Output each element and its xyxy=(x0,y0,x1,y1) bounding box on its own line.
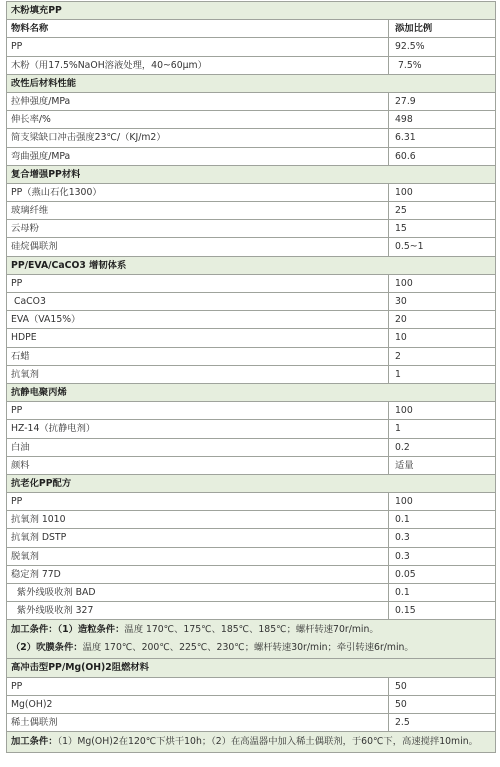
table-row xyxy=(7,311,495,329)
table-row xyxy=(7,566,495,584)
material-amount: 0.5~1 xyxy=(395,241,424,253)
material-name: 白油 xyxy=(7,439,389,456)
section-title: PP/EVA/CaCO3 增韧体系 xyxy=(11,259,127,271)
table-row xyxy=(7,57,495,75)
table-row xyxy=(7,129,495,147)
pelletizing-label: 加工条件：（1）造粒条件： xyxy=(11,624,125,636)
table-row xyxy=(7,38,495,56)
material-amount: 100 xyxy=(395,405,413,417)
table-row xyxy=(7,696,495,714)
table-row xyxy=(7,584,495,602)
material-amount: 100 xyxy=(395,186,413,198)
material-name: 拉伸强度/MPa xyxy=(7,93,389,110)
material-amount: 7.5% xyxy=(395,59,422,71)
column-header-row xyxy=(7,20,495,38)
formula-table xyxy=(6,1,496,753)
material-name: Mg(OH)2 xyxy=(7,696,389,713)
table-row xyxy=(7,148,495,166)
material-name: 紫外线吸收剂 327 xyxy=(7,602,389,619)
section-header-row xyxy=(7,659,495,677)
material-amount: 498 xyxy=(395,114,413,126)
material-name: 石蜡 xyxy=(7,348,389,365)
material-name: 玻璃纤维 xyxy=(7,202,389,219)
material-name: 稳定剂 77D xyxy=(7,566,389,583)
material-amount: 15 xyxy=(395,223,407,235)
table-row xyxy=(7,493,495,511)
process-conditions-note xyxy=(7,620,495,659)
section-title: 木粉填充PP xyxy=(11,5,62,16)
material-name: PP xyxy=(7,402,389,419)
table-row xyxy=(7,275,495,293)
material-name: 木粉（用17.5%NaOH溶液处理，40~60μm） xyxy=(7,57,389,74)
table-row xyxy=(7,238,495,256)
table-row xyxy=(7,420,495,438)
section-title: 改性后材料性能 xyxy=(11,77,77,89)
material-amount: 92.5% xyxy=(395,41,425,53)
material-amount: 100 xyxy=(395,277,413,289)
material-name: PP xyxy=(7,493,389,510)
pelletizing-text: 温度 170℃、175℃、185℃、185℃；螺杆转速70r/min。 xyxy=(124,624,379,636)
table-row xyxy=(7,329,495,347)
material-amount: 1 xyxy=(395,423,401,435)
table-row xyxy=(7,348,495,366)
material-amount: 20 xyxy=(395,314,407,326)
table-row xyxy=(7,457,495,475)
material-name: EVA（VA15%） xyxy=(7,311,389,328)
table-row xyxy=(7,511,495,529)
material-name: 稀土偶联剂 xyxy=(7,714,389,731)
material-amount: 0.05 xyxy=(395,568,416,580)
material-amount: 27.9 xyxy=(395,95,416,107)
material-amount: 0.3 xyxy=(395,532,410,544)
material-name: 脱氧剂 xyxy=(7,548,389,565)
material-name: 抗氧剂 xyxy=(7,366,389,383)
film-blowing-label: （2）吹膜条件： xyxy=(11,642,83,654)
table-row xyxy=(7,293,495,311)
material-amount: 适量 xyxy=(395,459,414,471)
material-name: HZ-14（抗静电剂） xyxy=(7,420,389,437)
material-amount: 2 xyxy=(395,350,401,362)
material-amount: 30 xyxy=(395,296,407,307)
material-amount: 0.2 xyxy=(395,441,410,453)
table-row xyxy=(7,529,495,547)
material-amount: 10 xyxy=(395,332,407,344)
material-name: PP xyxy=(7,678,389,695)
material-amount: 100 xyxy=(395,496,413,508)
table-row xyxy=(7,548,495,566)
material-amount: 25 xyxy=(395,205,407,217)
material-name: PP xyxy=(7,275,389,292)
section-title: 抗静电聚丙烯 xyxy=(11,386,67,398)
material-name: 抗氧剂 DSTP xyxy=(7,529,389,546)
table-row xyxy=(7,220,495,238)
material-name: 颜料 xyxy=(7,457,389,474)
material-amount: 6.31 xyxy=(395,132,416,144)
material-name: 硅烷偶联剂 xyxy=(7,238,389,255)
film-blowing-text: 温度 170℃、200℃、225℃、230℃；螺杆转速30r/min；牵引转速6r/min。 xyxy=(82,642,414,654)
material-name: 紫外线吸收剂 BAD xyxy=(7,584,389,601)
material-amount: 0.15 xyxy=(395,605,416,617)
section-header-row xyxy=(7,384,495,402)
material-amount: 0.1 xyxy=(395,514,410,526)
material-name: HDPE xyxy=(7,329,389,346)
table-row xyxy=(7,93,495,111)
material-name: PP（燕山石化1300） xyxy=(7,184,389,201)
material-amount: 50 xyxy=(395,680,407,692)
table-row xyxy=(7,402,495,420)
material-amount: 0.3 xyxy=(395,550,410,562)
table-row xyxy=(7,366,495,384)
column-header-material: 物料名称 xyxy=(7,20,389,37)
material-name: CaCO3 xyxy=(7,293,389,310)
section-header-row xyxy=(7,257,495,275)
section-header-row xyxy=(7,2,495,20)
section-title: 抗老化PP配方 xyxy=(11,477,72,489)
process-conditions-text xyxy=(7,620,418,658)
film-blowing-conditions xyxy=(11,639,414,657)
material-name: 云母粉 xyxy=(7,220,389,237)
material-amount: 60.6 xyxy=(395,150,416,162)
section-header-row xyxy=(7,75,495,93)
table-row xyxy=(7,111,495,129)
material-name: PP xyxy=(7,38,389,55)
flame-retardant-process-note xyxy=(7,732,495,753)
table-row xyxy=(7,678,495,696)
section-title: 高冲击型PP/Mg(OH)2阻燃材料 xyxy=(11,662,149,674)
material-amount: 2.5 xyxy=(395,716,410,728)
process-text: （1）Mg(OH)2在120℃下烘干10h；（2）在高温器中加入稀土偶联剂，于60℃下，高速搅拌10min。 xyxy=(57,736,478,748)
table-row xyxy=(7,439,495,457)
table-row xyxy=(7,602,495,620)
flame-retardant-process-text xyxy=(7,732,482,752)
material-name: 弯曲强度/MPa xyxy=(7,148,389,165)
section-title: 复合增强PP材料 xyxy=(11,168,81,180)
table-row xyxy=(7,714,495,732)
material-name: 简支梁缺口冲击强度23℃/（KJ/m2） xyxy=(7,129,389,146)
pelletizing-conditions xyxy=(11,621,414,639)
material-amount: 0.1 xyxy=(395,587,410,598)
material-name: 伸长率/% xyxy=(7,111,389,128)
material-name: 抗氧剂 1010 xyxy=(7,511,389,528)
table-row xyxy=(7,184,495,202)
process-label: 加工条件： xyxy=(11,736,58,748)
material-amount: 50 xyxy=(395,698,407,710)
section-header-row xyxy=(7,166,495,184)
column-header-ratio: 添加比例 xyxy=(395,23,433,35)
material-amount: 1 xyxy=(395,368,401,380)
section-header-row xyxy=(7,475,495,493)
table-row xyxy=(7,202,495,220)
